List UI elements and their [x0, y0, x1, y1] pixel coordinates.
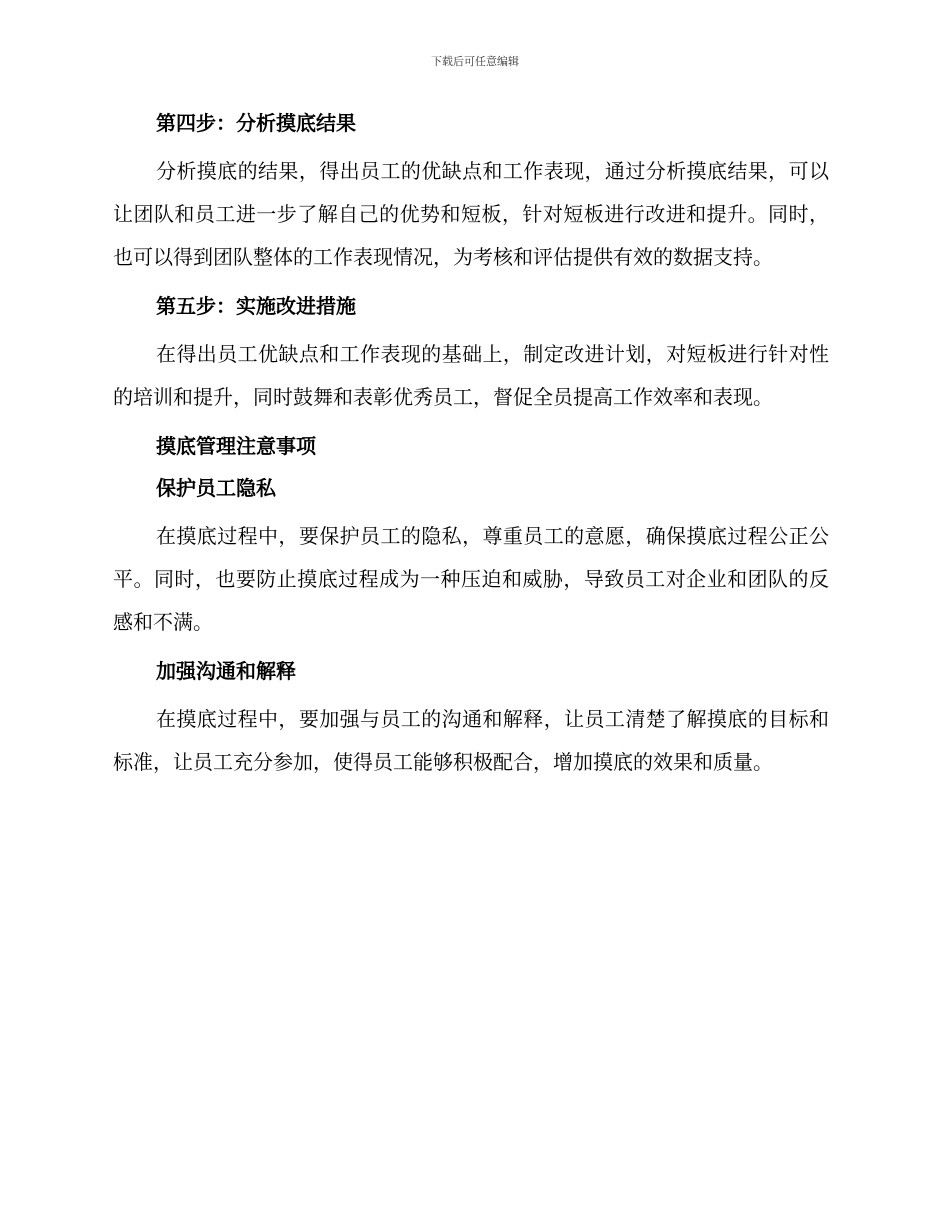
section-heading-step4: 第四步：分析摸底结果	[156, 111, 356, 135]
section-paragraph-communication: 在摸底过程中，要加强与员工的沟通和解释，让员工清楚了解摸底的目标和标准，让员工充分参加，使得员工能够积极配合，增加摸底的效果和质量。	[113, 707, 829, 774]
section-paragraph-step5: 在得出员工优缺点和工作表现的基础上，制定改进计划，对短板进行针对性的培训和提升，同时鼓舞和表彰优秀员工，督促全员提高工作效率和表现。	[113, 342, 829, 409]
document-body	[113, 108, 829, 796]
section-heading-communication: 加强沟通和解释	[156, 659, 296, 683]
section-heading-privacy: 保护员工隐私	[156, 476, 276, 500]
section-paragraph-step4: 分析摸底的结果，得出员工的优缺点和工作表现，通过分析摸底结果，可以让团队和员工进一步了解自己的优势和短板，针对短板进行改进和提升。同时，也可以得到团队整体的工作表现情况，为考核和评估提供有效的数据支持。	[113, 159, 829, 269]
section-paragraph-privacy: 在摸底过程中，要保护员工的隐私，尊重员工的意愿，确保摸底过程公正公平。同时，也要防止摸底过程成为一种压迫和威胁，导致员工对企业和团队的反感和不满。	[113, 524, 829, 634]
section-heading-notes: 摸底管理注意事项	[156, 434, 316, 458]
header-note: 下载后可任意编辑	[431, 55, 519, 68]
section-heading-step5: 第五步：实施改进措施	[156, 294, 356, 318]
